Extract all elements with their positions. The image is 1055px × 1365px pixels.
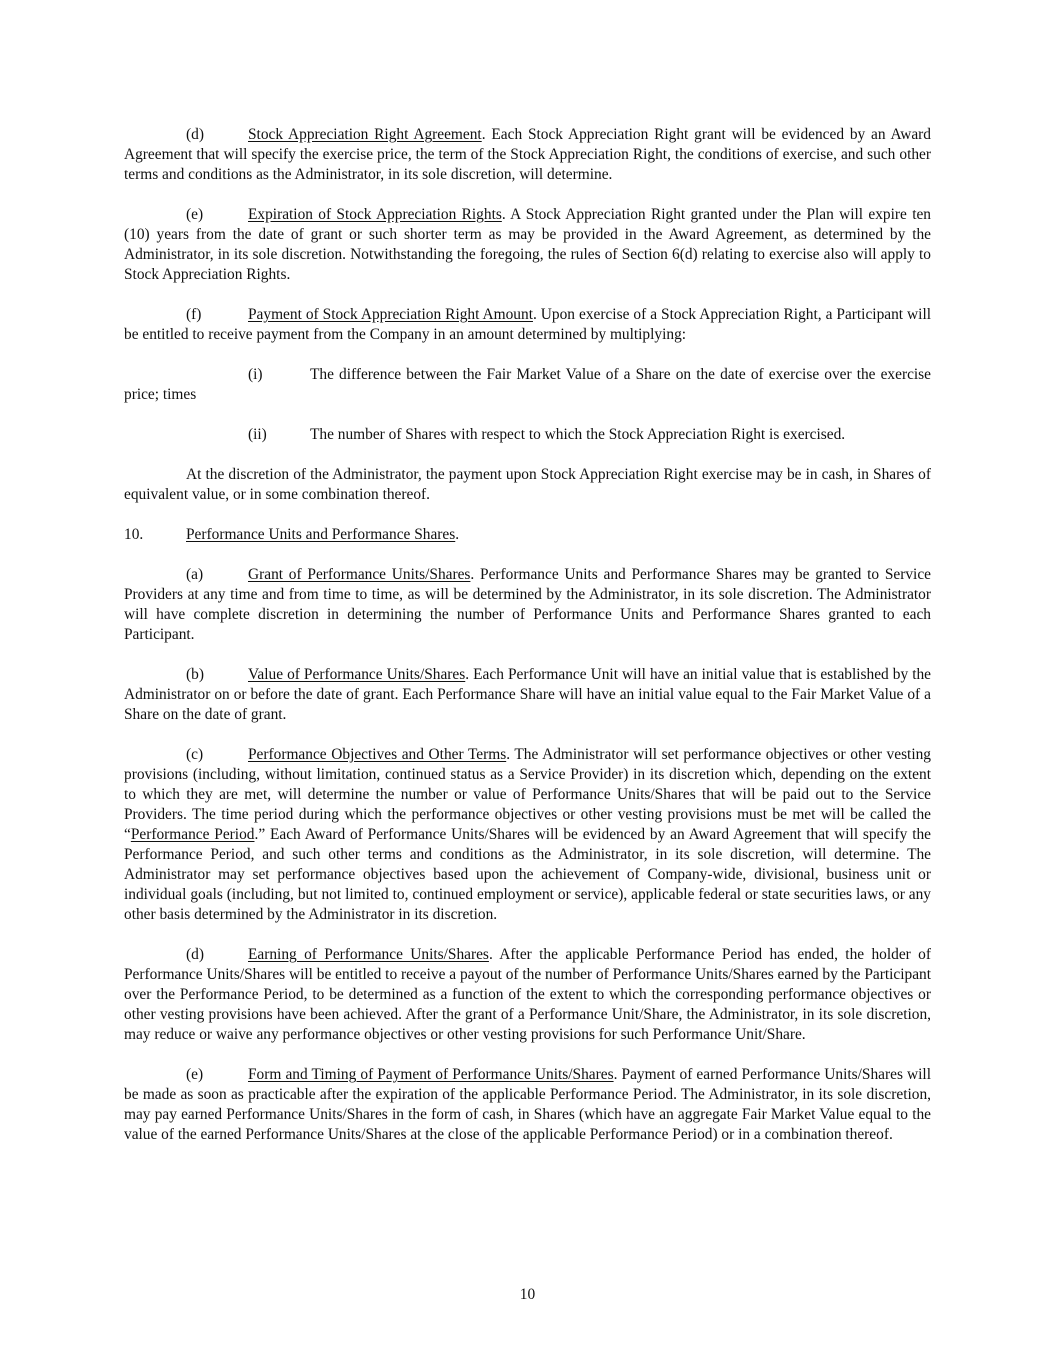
paragraph-text: . The Administrator will set performance objectives or other vesting provisions (including, without limitation, continued status as a Service Provider) in its discretion which, depending on the extent to which they are met, will determine the number or value of Performance Units/Shares that will be paid out to the Service Providers. The time period during which the performance objectives or other vesting provisions must be met will be called the “ — [124, 746, 931, 843]
paragraph-text: . Each Performance Unit will have an initial value that is established by the Administrator on or before the date of grant. Each Performance Share will have an initial value equal to the Fair Market Value of a Share on the date of grant. — [124, 666, 932, 723]
defined-term: Performance Period — [130, 826, 255, 843]
paragraph-sar-payment — [124, 305, 931, 345]
paragraph-sar-agreement — [124, 125, 931, 185]
paragraph-heading: Value of Performance Units/Shares — [248, 666, 466, 683]
subparagraph-sar-payment-i — [124, 365, 931, 405]
paragraph-label: (e) — [186, 1066, 204, 1083]
paragraph-heading: Form and Timing of Payment of Performance Units/Shares — [248, 1066, 614, 1083]
paragraph-label: (a) — [186, 566, 204, 583]
paragraph-heading: Expiration of Stock Appreciation Rights — [248, 206, 502, 223]
paragraph-label: (e) — [186, 206, 204, 223]
paragraph-label: (d) — [186, 126, 204, 143]
paragraph-pu-objectives — [124, 745, 931, 925]
paragraph-label: (ii) — [248, 426, 267, 443]
paragraph-pu-value — [124, 665, 931, 725]
page-number: 10 — [519, 1286, 536, 1303]
paragraph-heading: Grant of Performance Units/Shares — [248, 566, 471, 583]
paragraph-pu-grant — [124, 565, 931, 645]
paragraph-text: . After the applicable Performance Period has ended, the holder of Performance Units/Shares will be entitled to receive a payout of the number of Performance Units/Shares earned by the Participant over the Performance Period, to be determined as a function of the extent to which the corresponding performance objectives or other vesting provisions have been achieved. After the grant of a Performance Unit/Share, the Administrator, in its sole discretion, may reduce or waive any performance objectives or other vesting provisions for such Performance Unit/Share. — [124, 946, 931, 1043]
paragraph-text: . Upon exercise of a Stock Appreciation Right, a Participant will be entitled to receive payment from the Company in an amount determined by multiplying: — [124, 306, 931, 343]
section-number: 10. — [124, 526, 144, 543]
paragraph-sar-discretion — [124, 465, 931, 505]
subparagraph-sar-payment-ii — [124, 425, 931, 445]
paragraph-heading: Performance Objectives and Other Terms — [248, 746, 507, 763]
paragraph-text: . Performance Units and Performance Shares may be granted to Service Providers at any time and from time to time, as will be determined by the Administrator, in its sole discretion. The Administrator will have complete discretion in determining the number of Performance Units and Performance Shares granted to each Participant. — [124, 566, 931, 643]
paragraph-label: (d) — [186, 946, 204, 963]
paragraph-heading: Stock Appreciation Right Agreement — [248, 126, 482, 143]
paragraph-heading: Earning of Performance Units/Shares — [248, 946, 489, 963]
section-title: Performance Units and Performance Shares — [186, 526, 456, 543]
section-10-heading — [124, 525, 931, 545]
page-body — [124, 125, 931, 1165]
paragraph-pu-payment — [124, 1065, 931, 1145]
paragraph-label: (b) — [186, 666, 204, 683]
paragraph-label: (f) — [186, 306, 202, 323]
paragraph-heading: Payment of Stock Appreciation Right Amount — [248, 306, 533, 323]
paragraph-text: . Payment of earned Performance Units/Shares will be made as soon as practicable after the expiration of the applicable Performance Period. The Administrator, in its sole discretion, may pay earned Performance Units/Shares in the form of cash, in Shares (which have an aggregate Fair Market Value equal to the value of the earned Performance Units/Shares at the close of the applicable Performance Period) or in a combination thereof. — [124, 1066, 931, 1143]
section-title-wrap — [186, 525, 459, 545]
paragraph-text: . Each Stock Appreciation Right grant will be evidenced by an Award Agreement that will specify the exercise price, the term of the Stock Appreciation Right, the conditions of exercise, and such other terms and conditions as the Administrator, in its sole discretion, will determine. — [124, 126, 931, 183]
paragraph-text: . A Stock Appreciation Right granted under the Plan will expire ten (10) years from the date of grant or such shorter term as may be provided in the Award Agreement, as determined by the Administrator, in its sole discretion. Notwithstanding the foregoing, the rules of Section 6(d) relating to exercise also will apply to Stock Appreciation Rights. — [124, 206, 931, 283]
paragraph-pu-earning — [124, 945, 931, 1045]
paragraph-text: At the discretion of the Administrator, the payment upon Stock Appreciation Right exercise may be in cash, in Shares of equivalent value, or in some combination thereof. — [124, 466, 931, 503]
section-title-suffix: . — [455, 526, 460, 543]
paragraph-label: (i) — [248, 366, 263, 383]
paragraph-text: .” Each Award of Performance Units/Shares will be evidenced by an Award Agreement that will specify the Performance Period, and such other terms and conditions as the Administrator, in its sole discretion, will determine. The Administrator may set performance objectives based upon the achievement of Company-wide, divisional, business unit or individual goals (including, but not limited to, continued employment or service), applicable federal or state securities laws, or any other basis determined by the Administrator in its discretion. — [124, 826, 931, 923]
paragraph-sar-expiration — [124, 205, 931, 285]
paragraph-label: (c) — [186, 746, 204, 763]
paragraph-text: The difference between the Fair Market Value of a Share on the date of exercise over the exercise price; times — [124, 366, 931, 403]
paragraph-text: The number of Shares with respect to which the Stock Appreciation Right is exercised. — [310, 426, 846, 443]
